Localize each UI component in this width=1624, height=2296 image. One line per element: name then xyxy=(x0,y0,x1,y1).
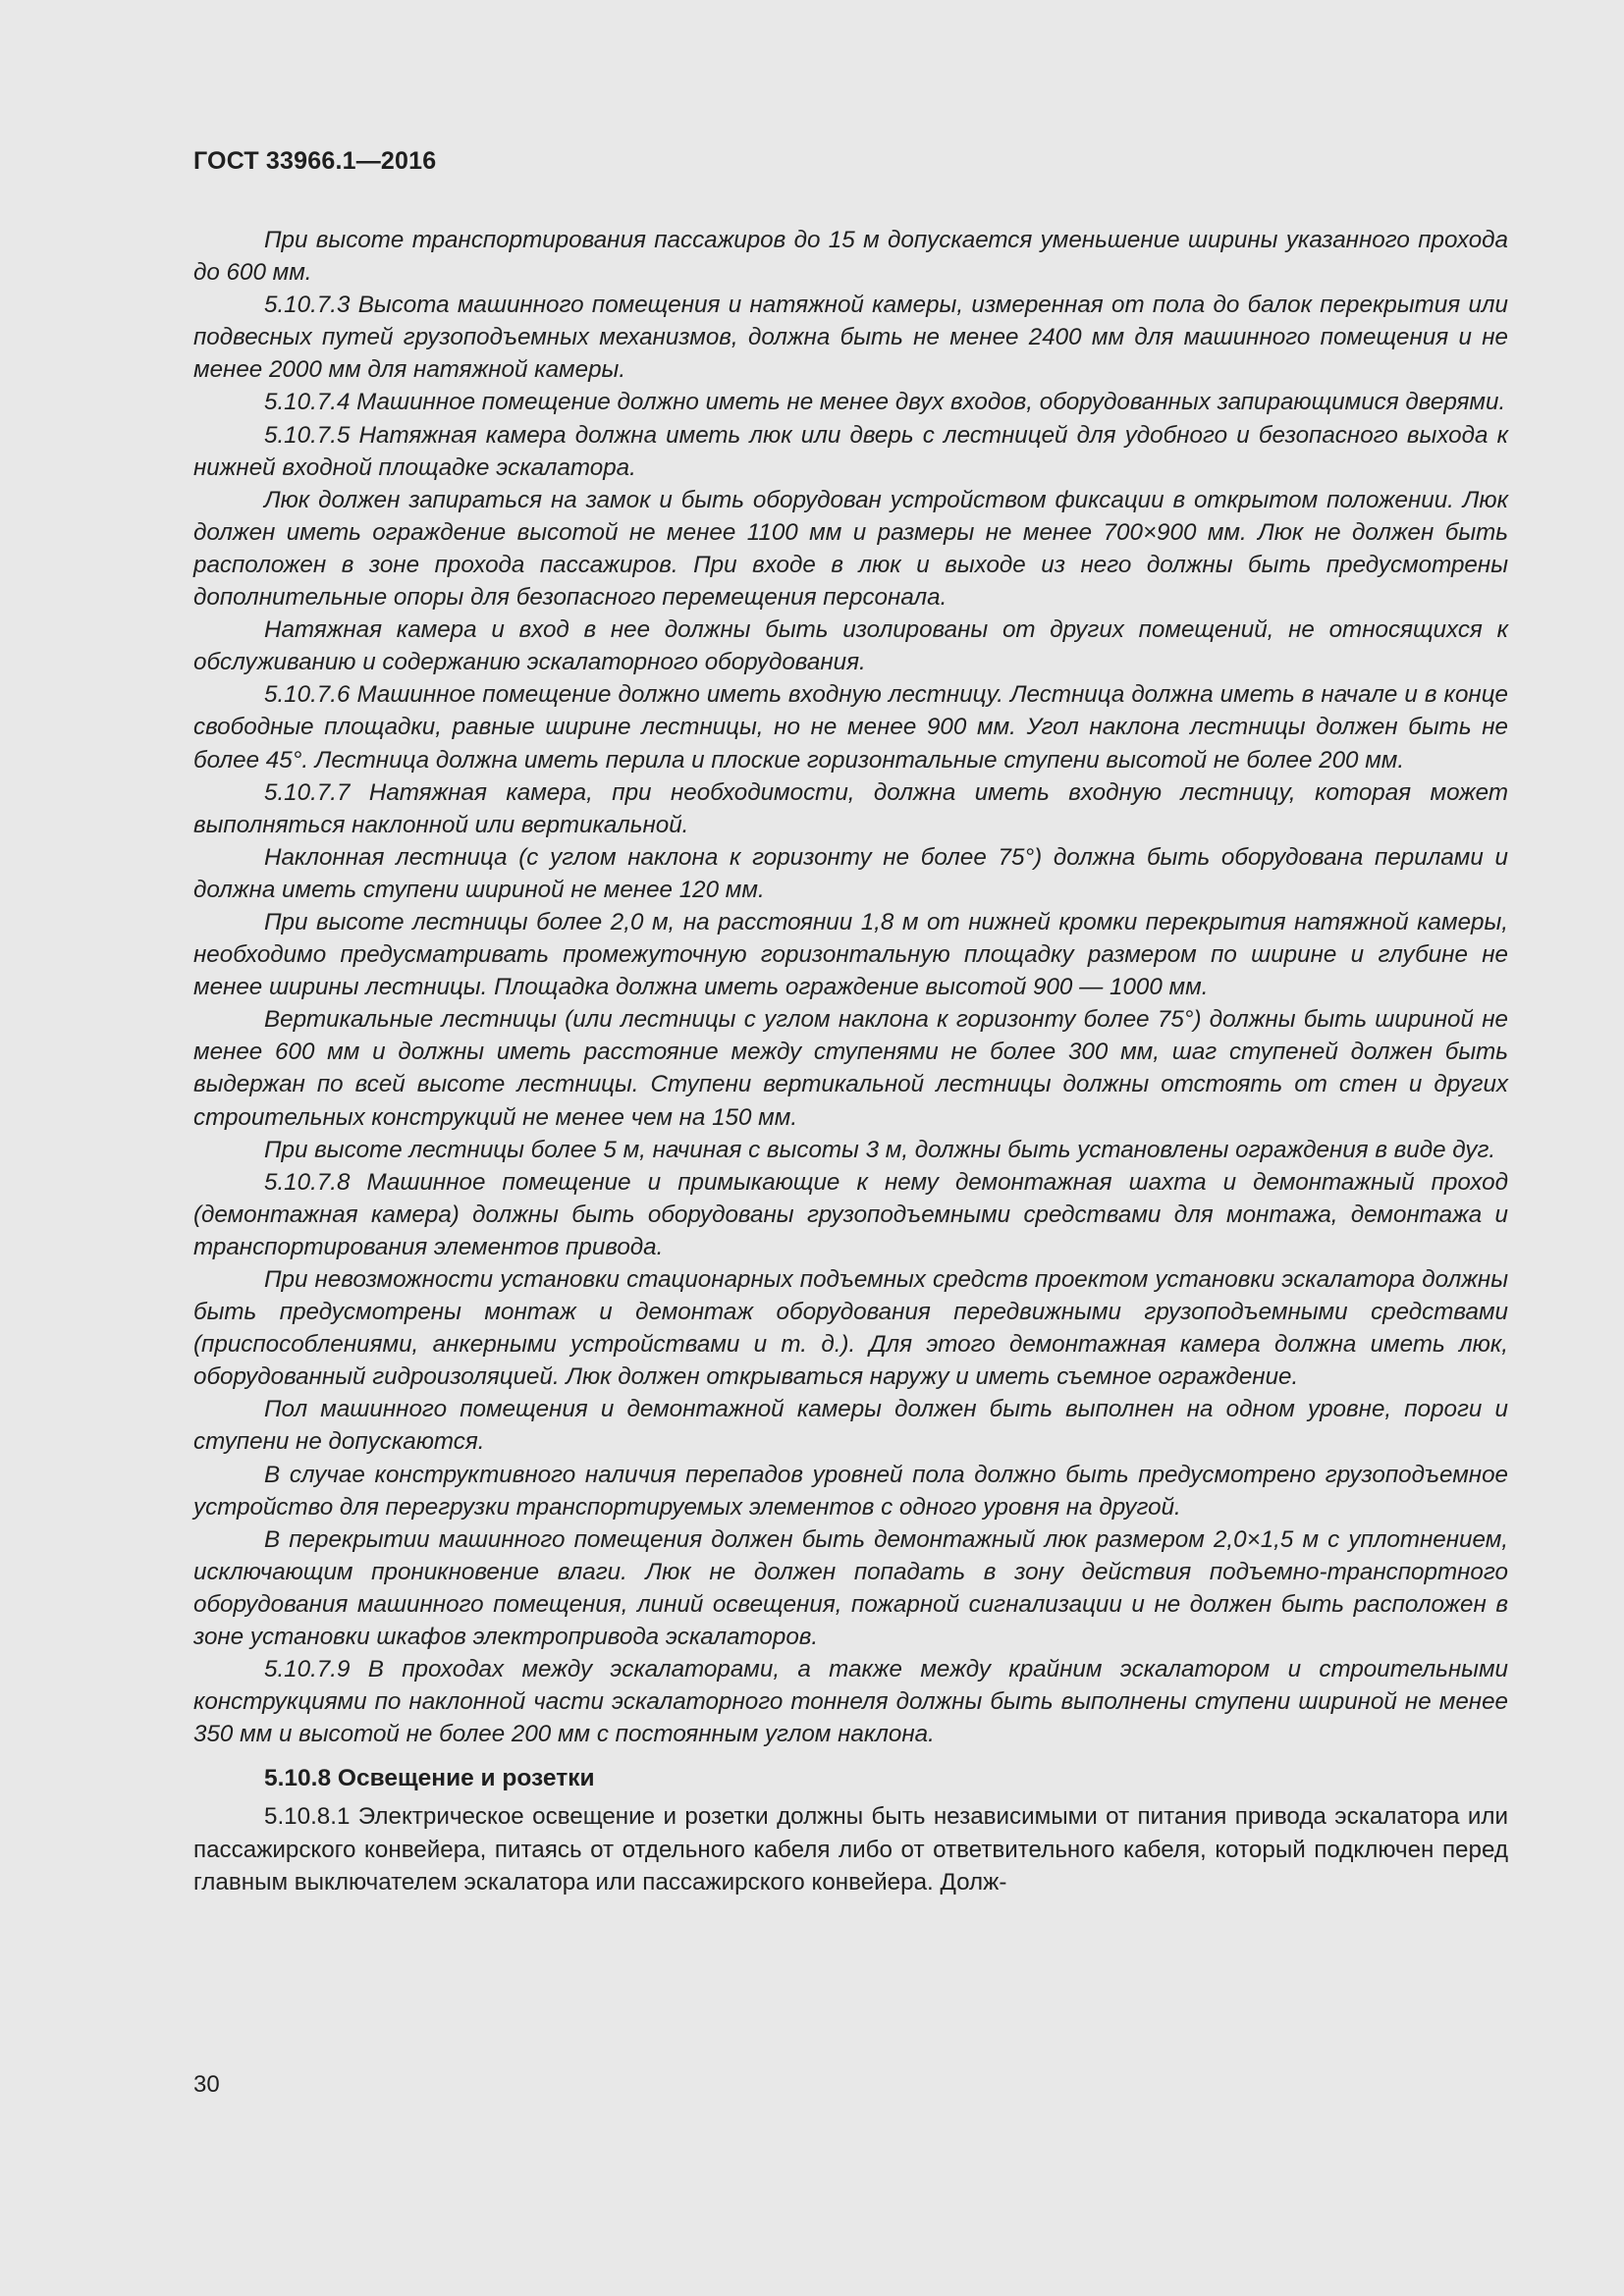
paragraph: При высоте лестницы более 2,0 м, на расстоянии 1,8 м от нижней кромки перекрытия натяжной камеры, необходимо предусматривать промежуточную горизонтальную площадку размером по ширине и глубине не менее ширины лестницы. Площадка должна иметь ограждение высотой 900 — 1000 мм. xyxy=(193,908,1508,1001)
paragraph: 5.10.7.7 Натяжная камера, при необходимости, должна иметь входную лестницу, которая может выполняться наклонной или вертикальной. xyxy=(193,778,1508,838)
paragraph: В перекрытии машинного помещения должен быть демонтажный люк размером 2,0×1,5 м с уплотнением, исключающим проникновение влаги. Люк не должен попадать в зону действия подъемно-транспортного оборудования машинного помещения, линий освещения, пожарной сигнализации и не должен быть расположен в зоне установки шкафов электропривода эскалаторов. xyxy=(193,1525,1508,1651)
section-heading: 5.10.8 Освещение и розетки xyxy=(264,1765,595,1792)
page-number: 30 xyxy=(193,2071,220,2098)
paragraph: В случае конструктивного наличия перепадов уровней пола должно быть предусмотрено грузоподъемное устройство для перегрузки транспортируемых элементов с одного уровня на другой. xyxy=(193,1461,1508,1521)
paragraph: Люк должен запираться на замок и быть оборудован устройством фиксации в открытом положении. Люк должен иметь ограждение высотой не менее 1100 мм и размеры не менее 700×900 мм. Люк не должен быть расположен в зоне прохода пассажиров. При входе в люк и выходе из него должны быть предусмотрены дополнительные опоры для безопасного перемещения персонала. xyxy=(193,486,1508,612)
paragraph: 5.10.7.3 Высота машинного помещения и натяжной камеры, измеренная от пола до балок перекрытия или подвесных путей грузоподъемных механизмов, должна быть не менее 2400 мм для машинного помещения и не менее 2000 мм для натяжной камеры. xyxy=(193,292,1508,384)
document-body xyxy=(193,224,1508,1898)
paragraph: Пол машинного помещения и демонтажной камеры должен быть выполнен на одном уровне, пороги и ступени не допускаются. xyxy=(193,1396,1508,1456)
section-paragraph: 5.10.8.1 Электрическое освещение и розетки должны быть независимыми от питания привода эскалатора или пассажирского конвейера, питаясь от отдельного кабеля либо от ответвительного кабеля, который подключен перед главным выключателем эскалатора или пассажирского конвейера. Долж- xyxy=(193,1803,1508,1896)
document-header: ГОСТ 33966.1—2016 xyxy=(193,147,437,175)
paragraph: При высоте транспортирования пассажиров до 15 м допускается уменьшение ширины указанного прохода до 600 мм. xyxy=(193,227,1508,287)
paragraph: При невозможности установки стационарных подъемных средств проектом установки эскалатора должны быть предусмотрены монтаж и демонтаж оборудования передвижными грузоподъемными средствами (приспособлениями, анкерными устройствами и т. д.). Для этого демонтажная камера должна иметь люк, оборудованный гидроизоляцией. Люк должен открываться наружу и иметь съемное ограждение. xyxy=(193,1266,1508,1391)
paragraph: 5.10.7.4 Машинное помещение должно иметь не менее двух входов, оборудованных запирающимися дверями. xyxy=(264,389,1506,416)
paragraph: 5.10.7.5 Натяжная камера должна иметь люк или дверь с лестницей для удобного и безопасного выхода к нижней входной площадке эскалатора. xyxy=(193,421,1508,481)
paragraph: 5.10.7.9 В проходах между эскалаторами, а также между крайним эскалатором и строительными конструкциями по наклонной части эскалаторного тоннеля должны быть выполнены ступени шириной не менее 350 мм и высотой не более 200 мм с постоянным углом наклона. xyxy=(193,1656,1508,1748)
paragraph: Вертикальные лестницы (или лестницы с углом наклона к горизонту более 75°) должны быть шириной не менее 600 мм и должны иметь расстояние между ступенями не более 300 мм, шаг ступеней должен быть выдержан по всей высоте лестницы. Ступени вертикальной лестницы должны отстоять от стен и других строительных конструкций не менее чем на 150 мм. xyxy=(193,1006,1508,1131)
paragraph: Наклонная лестница (с углом наклона к горизонту не более 75°) должна быть оборудована перилами и должна иметь ступени шириной не менее 120 мм. xyxy=(193,843,1508,903)
paragraph: Натяжная камера и вход в нее должны быть изолированы от других помещений, не относящихся к обслуживанию и содержанию эскалаторного оборудования. xyxy=(193,616,1508,676)
paragraph: При высоте лестницы более 5 м, начиная с высоты 3 м, должны быть установлены ограждения в виде дуг. xyxy=(264,1136,1496,1163)
paragraph: 5.10.7.8 Машинное помещение и примыкающие к нему демонтажная шахта и демонтажный проход (демонтажная камера) должны быть оборудованы грузоподъемными средствами для монтажа, демонтажа и транспортирования элементов привода. xyxy=(193,1168,1508,1260)
paragraph: 5.10.7.6 Машинное помещение должно иметь входную лестницу. Лестница должна иметь в начале и в конце свободные площадки, равные ширине лестницы, но не менее 900 мм. Угол наклона лестницы должен быть не более 45°. Лестница должна иметь перила и плоские горизонтальные ступени высотой не более 200 мм. xyxy=(193,681,1508,774)
